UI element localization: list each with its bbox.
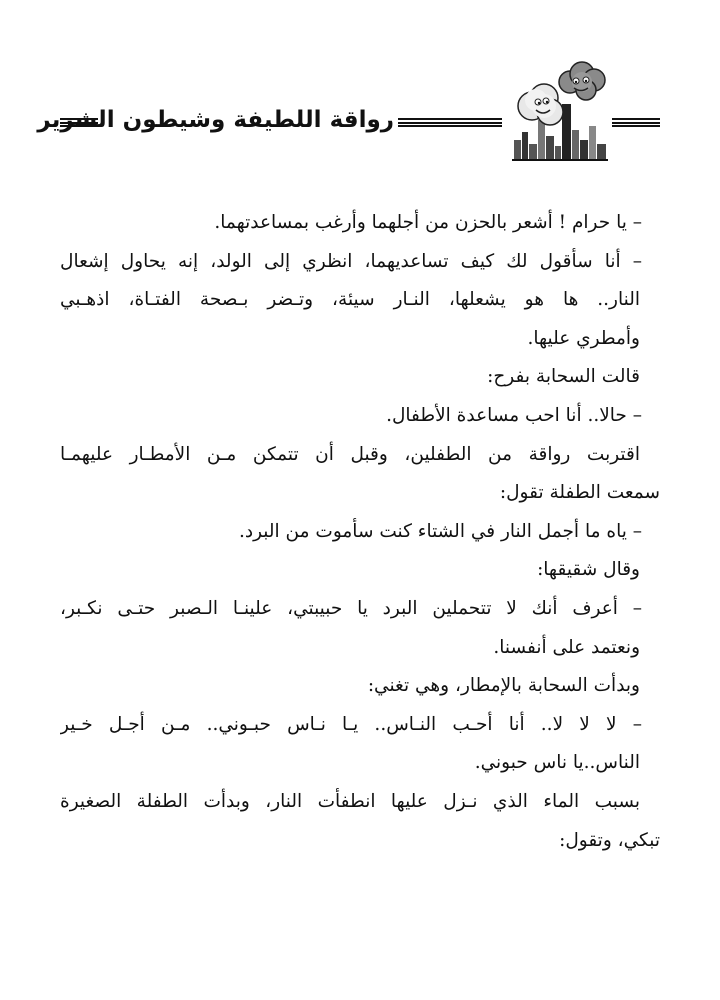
text-line: – أعرف أنك لا تتحملين البرد يا حبيبتي، علينـا الـصبر حتـى نكـبر، bbox=[60, 597, 642, 619]
chapter-title: رواقة اللطيفة وشيطون الشرير bbox=[37, 107, 394, 133]
title-rule-right bbox=[612, 118, 660, 127]
text-line: سمعت الطفلة تقول: bbox=[499, 482, 660, 504]
story-text bbox=[60, 204, 660, 860]
text-line: الناس..يا ناس حبوني. bbox=[474, 752, 640, 774]
text-line: – حالا.. أنا احب مساعدة الأطفال. bbox=[386, 404, 642, 426]
text-line: وقال شقيقها: bbox=[537, 559, 640, 581]
cloud-characters-city-icon bbox=[506, 60, 610, 162]
title-rule-middle bbox=[398, 118, 502, 127]
text-line: قالت السحابة بفرح: bbox=[487, 366, 640, 388]
text-line: – أنا سأقول لك كيف تساعديهما، انظري إلى الولد، إنه يحاول إشعال bbox=[60, 250, 642, 272]
text-line: وأمطري عليها. bbox=[527, 327, 640, 349]
text-line: اقتربت رواقة من الطفلين، وقبل أن تتمكن مـن الأمطـار عليهمـا bbox=[60, 443, 640, 465]
text-line: وبدأت السحابة بالإمطار، وهي تغني: bbox=[367, 675, 640, 697]
text-line: – لا لا لا.. أنا أحـب النـاس.. يـا نـاس حبـوني.. مـن أجـل خـير bbox=[60, 713, 642, 735]
chapter-header bbox=[0, 60, 720, 170]
text-line: بسبب الماء الذي نـزل عليها انطفأت النار، وبدأت الطفلة الصغيرة bbox=[60, 790, 640, 812]
text-line: تبكي، وتقول: bbox=[559, 829, 660, 851]
text-line: – يا حرام ! أشعر بالحزن من أجلهما وأرغب بمساعدتهما. bbox=[214, 212, 642, 233]
text-line: ونعتمد على أنفسنا. bbox=[493, 636, 640, 658]
text-line: النار.. ها هو يشعلها، النـار سيئة، وتـضر بـصحة الفتـاة، اذهـبي bbox=[60, 289, 640, 311]
text-line: – ياه ما أجمل النار في الشتاء كنت سأموت من البرد. bbox=[238, 520, 642, 542]
